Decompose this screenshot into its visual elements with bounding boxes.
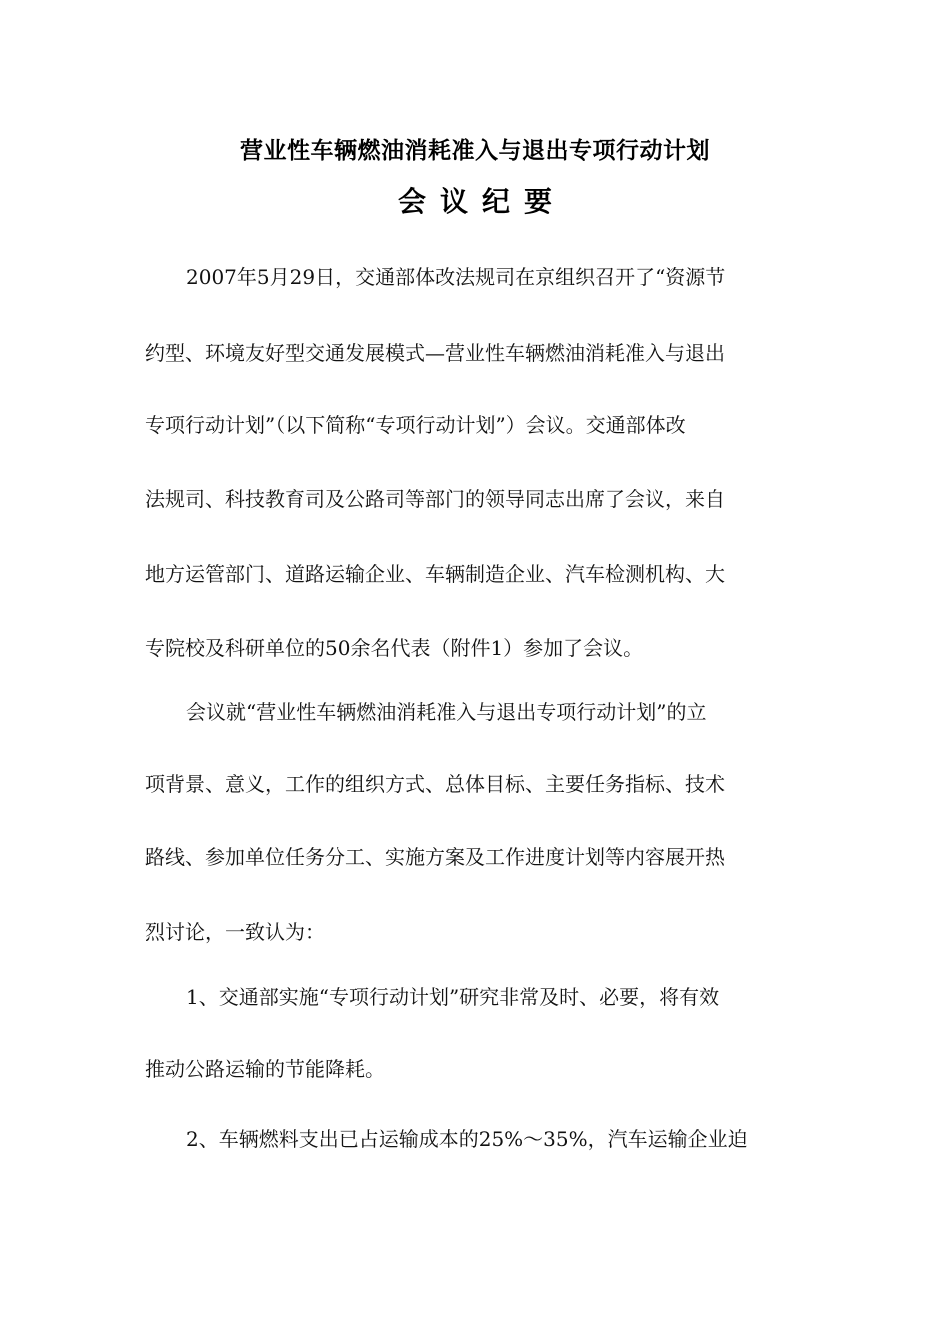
list-item: 2、车辆燃料支出已占运输成本的25%～35%，汽车运输企业迫 <box>186 1127 748 1151</box>
paragraph-line: 法规司、科技教育司及公路司等部门的领导同志出席了会议，来自 <box>145 487 725 511</box>
document-subtitle: 会议纪要 <box>397 185 566 218</box>
paragraph-line: 专项行动计划”（以下简称“专项行动计划”）会议。交通部体改 <box>145 413 686 437</box>
paragraph-line: 推动公路运输的节能降耗。 <box>145 1057 385 1081</box>
list-item: 1、交通部实施“专项行动计划”研究非常及时、必要，将有效 <box>186 985 720 1009</box>
paragraph-line: 2007年5月29日，交通部体改法规司在京组织召开了“资源节 <box>186 265 726 289</box>
paragraph-line: 烈讨论，一致认为： <box>145 920 325 944</box>
paragraph-line: 路线、参加单位任务分工、实施方案及工作进度计划等内容展开热 <box>145 845 725 869</box>
paragraph-line: 项背景、意义，工作的组织方式、总体目标、主要任务指标、技术 <box>145 772 725 796</box>
paragraph-line: 约型、环境友好型交通发展模式—营业性车辆燃油消耗准入与退出 <box>145 341 725 365</box>
paragraph-line: 会议就“营业性车辆燃油消耗准入与退出专项行动计划”的立 <box>186 700 707 724</box>
paragraph-line: 地方运管部门、道路运输企业、车辆制造企业、汽车检测机构、大 <box>145 562 725 586</box>
document-title: 营业性车辆燃油消耗准入与退出专项行动计划 <box>240 138 710 164</box>
paragraph-line: 专院校及科研单位的50余名代表（附件1）参加了会议。 <box>145 636 644 660</box>
